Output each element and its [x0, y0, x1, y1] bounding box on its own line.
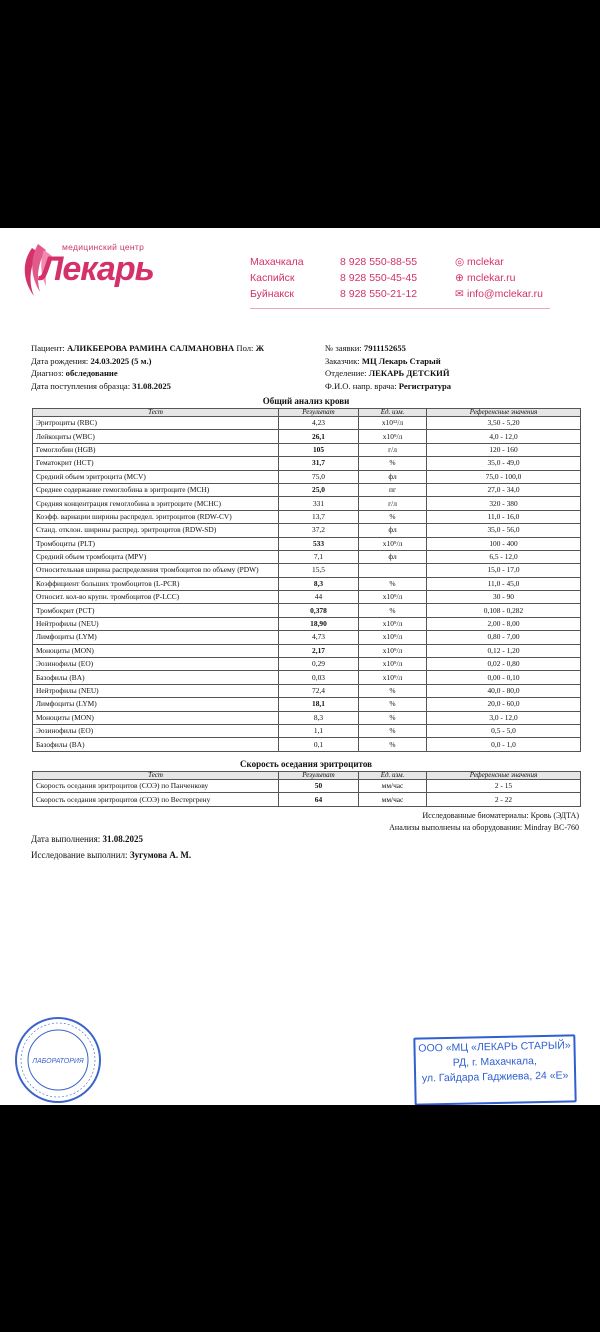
test-name: Скорость оседания эритроцитов (СОЭ) по Вестергрену [33, 793, 279, 806]
contact-city: Каспийск [250, 272, 295, 284]
test-name: Моноциты (MON) [33, 644, 279, 657]
unit: % [359, 738, 427, 751]
result-value: 331 [279, 497, 359, 510]
table-row [33, 537, 581, 550]
result-value: 50 [279, 780, 359, 793]
col-header-reference: Референсные значения [427, 409, 581, 417]
contact-social: mclekar [467, 256, 504, 268]
performer-label: Исследование выполнил: [31, 850, 128, 860]
contact-city: Махачкала [250, 256, 304, 268]
result-value: 0,1 [279, 738, 359, 751]
test-name: Скорость оседания эритроцитов (СОЭ) по Панченкову [33, 780, 279, 793]
test-name: Гемоглобин (HGB) [33, 443, 279, 456]
result-value: 37,2 [279, 524, 359, 537]
table-row [33, 564, 581, 577]
table-row [33, 684, 581, 697]
test-name: Эозинофилы (EO) [33, 724, 279, 737]
reference-range: 320 - 380 [427, 497, 581, 510]
test-name: Лимфоциты (LYM) [33, 631, 279, 644]
unit: г/л [359, 497, 427, 510]
col-header-unit: Ед. изм. [359, 772, 427, 780]
result-value: 13,7 [279, 510, 359, 523]
unit: % [359, 711, 427, 724]
col-header-test: Тест [33, 772, 279, 780]
test-name: Тромбоциты (PLT) [33, 537, 279, 550]
result-value: 4,73 [279, 631, 359, 644]
result-value: 31,7 [279, 457, 359, 470]
unit: x10⁹/л [359, 671, 427, 684]
contact-row [250, 272, 590, 288]
result-value: 8,3 [279, 711, 359, 724]
contact-phone: 8 928 550-21-12 [340, 288, 418, 300]
reference-range: 75,0 - 100,0 [427, 470, 581, 483]
test-name: Нейтрофилы (NEU) [33, 617, 279, 630]
seal-label: ЛАБОРАТОРИЯ [32, 1058, 84, 1065]
customer-label: Заказчик: [325, 355, 360, 366]
test-name: Эозинофилы (EO) [33, 658, 279, 671]
doctor-label: Ф.И.О. напр. врача: [325, 380, 397, 391]
mail-icon: ✉ [455, 288, 464, 300]
unit: x10¹²/л [359, 417, 427, 430]
col-header-reference: Референсные значения [427, 772, 581, 780]
unit: пг [359, 483, 427, 496]
diagnosis-label: Диагноз: [31, 368, 64, 379]
table-row [33, 550, 581, 563]
result-value: 105 [279, 443, 359, 456]
patient-name: АЛИКБЕРОВА РАМИНА САЛМАНОВНА [66, 343, 235, 353]
unit: x10⁹/л [359, 658, 427, 671]
doctor: Регистратура [398, 380, 452, 391]
table-row [33, 671, 581, 684]
biomaterial-note: Исследованные биоматериалы: Кровь (ЭДТА) [422, 811, 579, 820]
unit: % [359, 604, 427, 617]
reference-range: 3,50 - 5,20 [427, 417, 581, 430]
table-row [33, 631, 581, 644]
unit: x10⁹/л [359, 430, 427, 443]
test-name: Тромбокрит (PCT) [33, 604, 279, 617]
unit [359, 564, 427, 577]
stamp-line: ул. Гайдара Гаджиева, 24 «Е» [421, 1069, 569, 1085]
unit: % [359, 684, 427, 697]
unit: x10⁹/л [359, 631, 427, 644]
test-name: Средняя концентрация гемоглобина в эритроците (MCHC) [33, 497, 279, 510]
reference-range: 0,5 - 5,0 [427, 724, 581, 737]
reference-range: 0,0 - 1,0 [427, 738, 581, 751]
unit: x10⁹/л [359, 537, 427, 550]
test-name: Средний объем тромбоцита (MPV) [33, 550, 279, 563]
unit: фл [359, 470, 427, 483]
reference-range: 120 - 160 [427, 443, 581, 456]
table-row [33, 617, 581, 630]
contact-city: Буйнакск [250, 288, 294, 300]
lab-report-sheet [0, 228, 600, 1105]
unit: % [359, 724, 427, 737]
contact-phone: 8 928 550-88-55 [340, 256, 418, 268]
result-value: 44 [279, 591, 359, 604]
completion-block [31, 833, 191, 862]
test-name: Лимфоциты (LYM) [33, 698, 279, 711]
table-row [33, 604, 581, 617]
unit: фл [359, 524, 427, 537]
reference-range: 100 - 400 [427, 537, 581, 550]
result-value: 0,378 [279, 604, 359, 617]
instagram-icon: ◎ [455, 256, 465, 268]
table-row [33, 417, 581, 430]
result-value: 18,90 [279, 617, 359, 630]
col-header-result: Результат [279, 772, 359, 780]
contact-email: info@mclekar.ru [467, 288, 544, 300]
test-name: Коэффициент больших тромбоцитов (L-PCR) [33, 577, 279, 590]
contact-phone: 8 928 550-45-45 [340, 272, 418, 284]
result-value: 64 [279, 793, 359, 806]
test-name: Базофилы (BA) [33, 738, 279, 751]
unit: г/л [359, 443, 427, 456]
test-name: Гематокрит (HCT) [33, 457, 279, 470]
patient-sex: Ж [255, 343, 265, 353]
reference-range: 4,0 - 12,0 [427, 430, 581, 443]
completion-date-label: Дата выполнения: [31, 834, 101, 844]
reference-range: 0,108 - 0,282 [427, 604, 581, 617]
table-row [33, 591, 581, 604]
unit: x10⁹/л [359, 644, 427, 657]
result-value: 1,1 [279, 724, 359, 737]
performer: Зугумова А. М. [129, 850, 192, 860]
table-row [33, 457, 581, 470]
reference-range: 35,0 - 56,0 [427, 524, 581, 537]
received-label: Дата поступления образца: [31, 380, 131, 391]
result-value: 533 [279, 537, 359, 550]
table-row [33, 738, 581, 751]
reference-range: 6,5 - 12,0 [427, 550, 581, 563]
reference-range: 30 - 90 [427, 591, 581, 604]
table-row [33, 724, 581, 737]
order-label: № заявки: [325, 343, 362, 353]
col-header-result: Результат [279, 409, 359, 417]
completion-date: 31.08.2025 [102, 834, 144, 844]
cbc-title: Общий анализ крови [262, 396, 350, 406]
stamp-line: ООО «МЦ «ЛЕКАРЬ СТАРЫЙ» [418, 1039, 571, 1055]
company-stamp [413, 1034, 576, 1105]
reference-range: 2,00 - 8,00 [427, 617, 581, 630]
test-name: Относительная ширина распределения тромбоцитов по объему (PDW) [33, 564, 279, 577]
patient-dob: 24.03.2025 (5 м.) [90, 355, 152, 366]
table-row [33, 497, 581, 510]
result-value: 18,1 [279, 698, 359, 711]
table-row [33, 483, 581, 496]
result-value: 25,0 [279, 483, 359, 496]
contact-website: mclekar.ru [467, 272, 516, 284]
test-name: Моноциты (MON) [33, 711, 279, 724]
cbc-table [32, 408, 581, 752]
department-label: Отделение: [325, 368, 367, 379]
reference-range: 27,0 - 34,0 [427, 483, 581, 496]
test-name: Базофилы (BA) [33, 671, 279, 684]
reference-range: 0,12 - 1,20 [427, 644, 581, 657]
contact-row [250, 256, 590, 272]
table-row [33, 711, 581, 724]
unit: % [359, 510, 427, 523]
patient-name-label: Пациент: [31, 343, 65, 353]
diagnosis: обследование [65, 368, 118, 379]
table-row [33, 698, 581, 711]
col-header-unit: Ед. изм. [359, 409, 427, 417]
table-row [33, 443, 581, 456]
unit: мм/час [359, 793, 427, 806]
stamp-line: РД, г. Махачкала, [452, 1055, 537, 1069]
order-number: 7911152655 [363, 343, 406, 353]
table-row [33, 524, 581, 537]
contact-row [250, 288, 590, 304]
result-value: 8,3 [279, 577, 359, 590]
result-value: 75,0 [279, 470, 359, 483]
result-value: 4,23 [279, 417, 359, 430]
dob-label: Дата рождения: [31, 355, 89, 366]
reference-range: 11,0 - 16,0 [427, 510, 581, 523]
unit: % [359, 698, 427, 711]
table-row [33, 793, 581, 806]
reference-range: 2 - 15 [427, 780, 581, 793]
test-name: Коэфф. вариации ширины распредел. эритроцитов (RDW-CV) [33, 510, 279, 523]
result-value: 0,29 [279, 658, 359, 671]
result-value: 15,5 [279, 564, 359, 577]
table-row [33, 658, 581, 671]
table-row [33, 510, 581, 523]
reference-range: 3,0 - 12,0 [427, 711, 581, 724]
test-name: Относит. кол-во крупн. тромбоцитов (P-LCC) [33, 591, 279, 604]
reference-range: 2 - 22 [427, 793, 581, 806]
reference-range: 35,0 - 49,0 [427, 457, 581, 470]
reference-range: 15,0 - 17,0 [427, 564, 581, 577]
reference-range: 20,0 - 60,0 [427, 698, 581, 711]
reference-range: 0,80 - 7,00 [427, 631, 581, 644]
result-value: 72,4 [279, 684, 359, 697]
result-value: 7,1 [279, 550, 359, 563]
result-value: 26,1 [279, 430, 359, 443]
laboratory-seal-icon [12, 1014, 104, 1105]
reference-range: 40,0 - 80,0 [427, 684, 581, 697]
result-value: 0,03 [279, 671, 359, 684]
unit: мм/час [359, 780, 427, 793]
test-name: Среднее содержание гемоглобина в эритроците (MCH) [33, 483, 279, 496]
unit: x10⁹/л [359, 617, 427, 630]
department: ЛЕКАРЬ ДЕТСКИЙ [368, 368, 450, 379]
sex-label: Пол: [236, 343, 254, 353]
table-row [33, 780, 581, 793]
customer: МЦ Лекарь Старый [361, 355, 441, 366]
test-name: Нейтрофилы (NEU) [33, 684, 279, 697]
globe-icon: ⊕ [455, 272, 464, 284]
lab-notes [389, 810, 579, 834]
test-name: Лейкоциты (WBC) [33, 430, 279, 443]
patient-info-right [325, 342, 451, 392]
unit: фл [359, 550, 427, 563]
header-divider [250, 308, 550, 309]
col-header-test: Тест [33, 409, 279, 417]
table-row [33, 644, 581, 657]
test-name: Станд. отклон. ширины распред. эритроцитов (RDW-SD) [33, 524, 279, 537]
patient-info-left [31, 342, 264, 392]
table-row [33, 577, 581, 590]
table-row [33, 430, 581, 443]
test-name: Средний объем эритроцита (MCV) [33, 470, 279, 483]
esr-table [32, 771, 581, 807]
reference-range: 11,0 - 45,0 [427, 577, 581, 590]
unit: % [359, 457, 427, 470]
esr-title: Скорость оседания эритроцитов [240, 759, 372, 769]
test-name: Эритроциты (RBC) [33, 417, 279, 430]
contacts-block [250, 256, 590, 304]
unit: x10⁹/л [359, 591, 427, 604]
logo-subtitle: медицинский центр [62, 242, 145, 252]
received-date: 31.08.2025 [132, 380, 171, 391]
result-value: 2,17 [279, 644, 359, 657]
unit: % [359, 577, 427, 590]
logo-title: Лекарь [40, 250, 154, 288]
reference-range: 0,00 - 0,10 [427, 671, 581, 684]
equipment-note: Анализы выполнены на оборудовании: Mindray BC-760 [389, 823, 579, 832]
table-row [33, 470, 581, 483]
reference-range: 0,02 - 0,80 [427, 658, 581, 671]
